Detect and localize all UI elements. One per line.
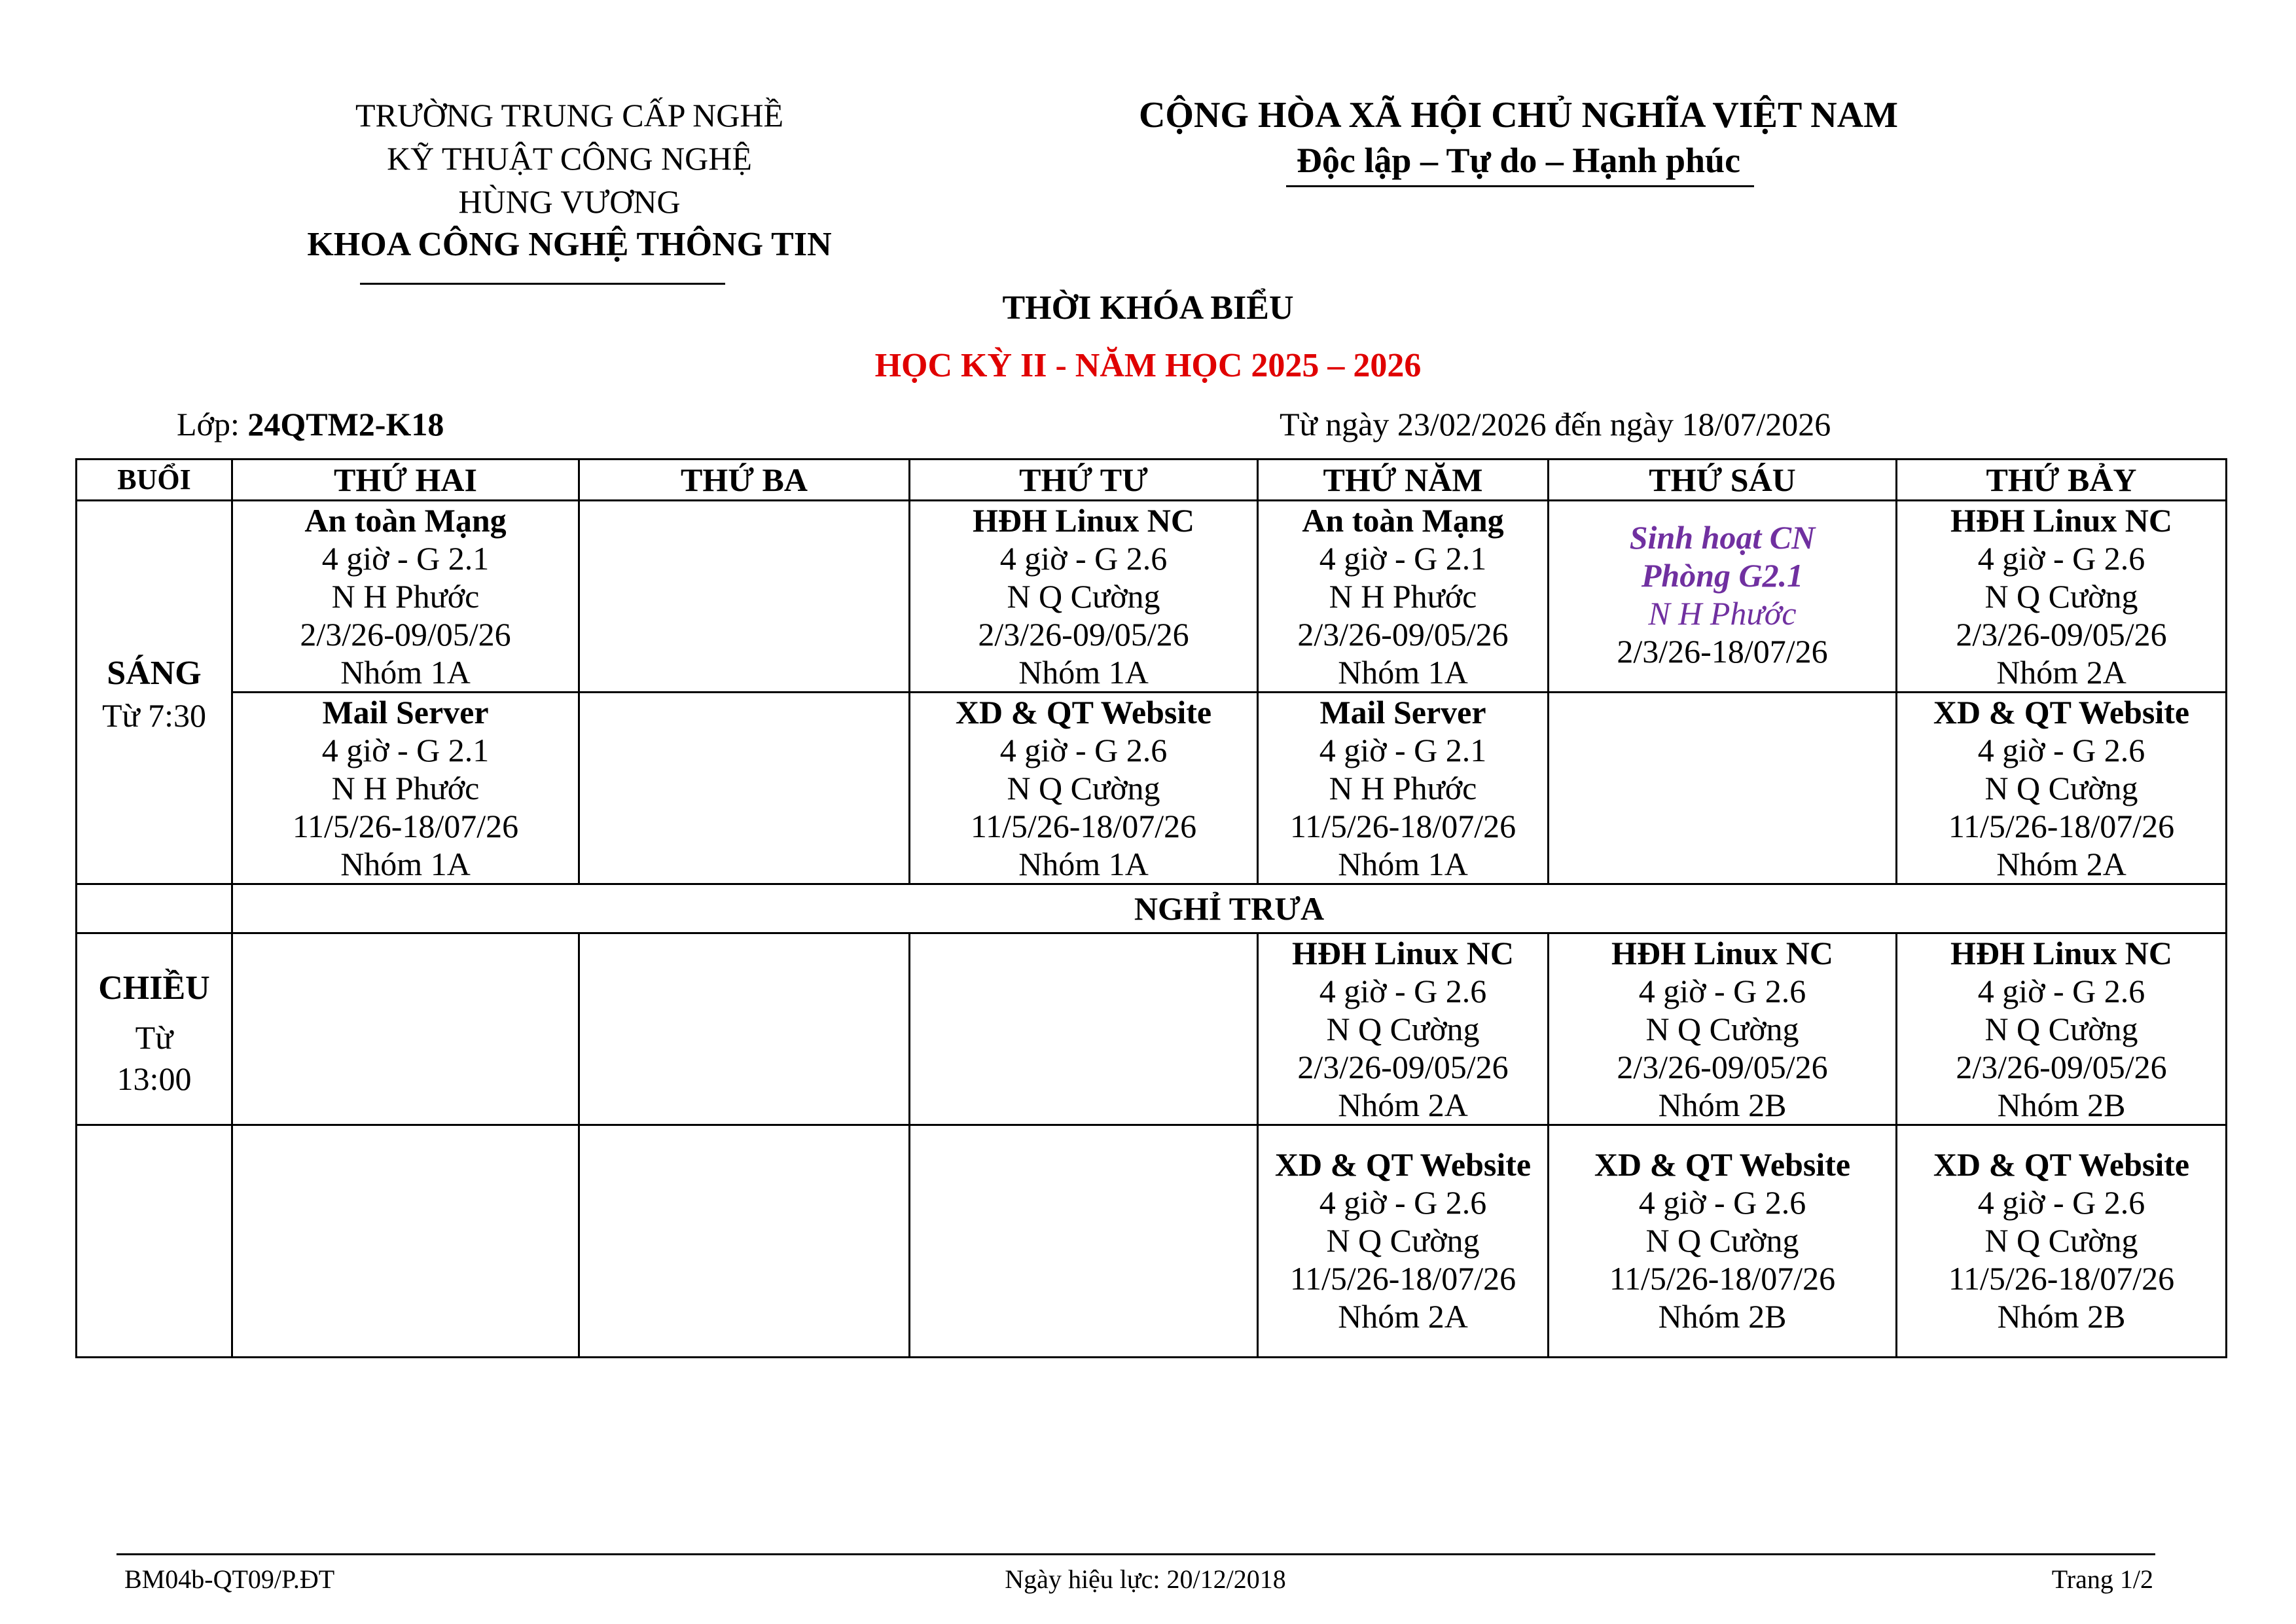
country-name: CỘNG HÒA XÃ HỘI CHỦ NGHĨA VIỆT NAM (1138, 95, 1899, 135)
teacher: N Q Cường (1984, 1222, 2138, 1259)
national-motto: Độc lập – Tự do – Hạnh phúc (1296, 141, 1741, 180)
course-name: HĐH Linux NC (1292, 935, 1514, 971)
lunch-break-label: NGHỈ TRƯA (232, 884, 2227, 933)
teacher: N Q Cường (1984, 1011, 2138, 1047)
slot-wednesday-afternoon-2 (910, 1125, 1258, 1358)
group: Nhóm 1A (340, 846, 471, 882)
date-range: 11/5/26-18/07/26 (1948, 1260, 2175, 1297)
header-saturday: THỨ BẢY (1897, 460, 2227, 501)
afternoon-row-1 (77, 933, 2227, 1125)
slot-monday-afternoon-2 (232, 1125, 579, 1358)
morning-row-1 (77, 501, 2227, 693)
date-range: 2/3/26-09/05/26 (978, 616, 1189, 653)
course-name: HĐH Linux NC (973, 502, 1194, 539)
group: Nhóm 1A (1018, 846, 1149, 882)
date-range: 11/5/26-18/07/26 (970, 808, 1197, 844)
date-range: 2/3/26-09/05/26 (1956, 616, 2167, 653)
school-name-line1: TRƯỜNG TRUNG CẤP NGHỀ (355, 97, 784, 134)
hours-room: 4 giờ - G 2.6 (1977, 1184, 2145, 1221)
hours-room: 4 giờ - G 2.1 (1319, 540, 1487, 577)
course-name: HĐH Linux NC (1950, 935, 2172, 971)
hours-room: 4 giờ - G 2.1 (1319, 732, 1487, 768)
slot-friday-afternoon-1 (1549, 933, 1897, 1125)
hours-room: 4 giờ - G 2.6 (1977, 732, 2145, 768)
course-name: Sinh hoạt CN (1629, 519, 1816, 556)
group: Nhóm 2A (1338, 1298, 1468, 1335)
slot-saturday-morning-1 (1897, 501, 2227, 693)
date-range: Từ ngày 23/02/2026 đến ngày 18/07/2026 (1280, 406, 1831, 442)
header-friday: THỨ SÁU (1549, 460, 1897, 501)
slot-friday-afternoon-2 (1549, 1125, 1897, 1358)
class-label: Lớp: (177, 406, 248, 442)
course-name: Mail Server (1319, 694, 1486, 731)
session-morning-time: Từ 7:30 (101, 696, 207, 734)
slot-friday-morning-2 (1549, 693, 1897, 884)
teacher: N Q Cường (1984, 770, 2138, 806)
teacher: N Q Cường (1645, 1222, 1799, 1259)
course-name: Mail Server (322, 694, 489, 731)
session-afternoon-time-2: 13:00 (117, 1060, 192, 1097)
hours-room: 4 giờ - G 2.6 (1977, 973, 2145, 1009)
date-range: 11/5/26-18/07/26 (1609, 1260, 1836, 1297)
group: Nhóm 2A (1338, 1087, 1468, 1123)
course-name: HĐH Linux NC (1950, 502, 2172, 539)
date-range: 11/5/26-18/07/26 (1948, 808, 2175, 844)
group: Nhóm 1A (1338, 654, 1468, 691)
course-name: XD & QT Website (1933, 1146, 2190, 1183)
hours-room: 4 giờ - G 2.1 (321, 732, 490, 768)
footer-page-number: Trang 1/2 (2051, 1564, 2153, 1594)
slot-thursday-afternoon-1 (1258, 933, 1549, 1125)
slot-wednesday-morning-1 (910, 501, 1258, 693)
session-afternoon-2 (77, 1125, 232, 1358)
slot-thursday-morning-2 (1258, 693, 1549, 884)
date-range: 11/5/26-18/07/26 (1289, 1260, 1516, 1297)
session-afternoon-time-1: Từ (135, 1019, 173, 1056)
school-name-line3: HÙNG VƯƠNG (458, 183, 681, 220)
session-morning-label: SÁNG (107, 654, 202, 692)
group: Nhóm 2B (1658, 1087, 1787, 1123)
session-afternoon (77, 933, 232, 1125)
date-range: 2/3/26-09/05/26 (1956, 1049, 2167, 1085)
teacher: N Q Cường (1326, 1222, 1480, 1259)
header-row (77, 460, 2227, 501)
hours-room: 4 giờ - G 2.6 (1319, 973, 1487, 1009)
group: Nhóm 1A (340, 654, 471, 691)
header-wednesday: THỨ TƯ (910, 460, 1258, 501)
room: Phòng G2.1 (1641, 557, 1804, 594)
slot-wednesday-afternoon-1 (910, 933, 1258, 1125)
session-morning (77, 501, 232, 884)
slot-thursday-afternoon-2 (1258, 1125, 1549, 1358)
slot-thursday-morning-1 (1258, 501, 1549, 693)
course-name: XD & QT Website (955, 694, 1212, 731)
afternoon-row-2 (77, 1125, 2227, 1358)
header-session: BUỔI (77, 460, 232, 501)
faculty-name: KHOA CÔNG NGHỆ THÔNG TIN (307, 226, 832, 263)
date-range: 2/3/26-18/07/26 (1617, 633, 1828, 670)
date-range: 11/5/26-18/07/26 (292, 808, 519, 844)
header-monday: THỨ HAI (232, 460, 579, 501)
slot-tuesday-morning-2 (579, 693, 910, 884)
header-tuesday: THỨ BA (579, 460, 910, 501)
date-range: 2/3/26-09/05/26 (1297, 1049, 1509, 1085)
hours-room: 4 giờ - G 2.6 (1638, 973, 1806, 1009)
group: Nhóm 1A (1018, 654, 1149, 691)
hours-room: 4 giờ - G 2.6 (1977, 540, 2145, 577)
teacher: N Q Cường (1984, 578, 2138, 615)
group: Nhóm 2B (1997, 1087, 2126, 1123)
slot-tuesday-afternoon-1 (579, 933, 910, 1125)
homeroom-block (1549, 518, 1895, 632)
session-afternoon-label: CHIỀU (98, 969, 210, 1007)
semester-subtitle: HỌC KỲ II - NĂM HỌC 2025 – 2026 (874, 347, 1422, 384)
date-range: 2/3/26-09/05/26 (1297, 616, 1509, 653)
group: Nhóm 2B (1658, 1298, 1787, 1335)
hours-room: 4 giờ - G 2.6 (1638, 1184, 1806, 1221)
course-name: XD & QT Website (1933, 694, 2190, 731)
teacher: N Q Cường (1007, 770, 1160, 806)
slot-monday-afternoon-1 (232, 933, 579, 1125)
teacher: N H Phước (1329, 578, 1477, 615)
class-value: 24QTM2-K18 (247, 406, 444, 442)
right-header-underline (1286, 185, 1754, 187)
date-range: 11/5/26-18/07/26 (1289, 808, 1516, 844)
teacher: N Q Cường (1326, 1011, 1480, 1047)
page-title: THỜI KHÓA BIỂU (1002, 289, 1294, 327)
slot-friday-morning-1 (1549, 501, 1897, 693)
slot-saturday-afternoon-1 (1897, 933, 2227, 1125)
teacher: N H Phước (1648, 595, 1797, 632)
slot-monday-morning-1 (232, 501, 579, 693)
course-name: An toàn Mạng (1302, 502, 1504, 539)
slot-monday-morning-2 (232, 693, 579, 884)
slot-wednesday-morning-2 (910, 693, 1258, 884)
teacher: N Q Cường (1645, 1011, 1799, 1047)
course-name: HĐH Linux NC (1611, 935, 1833, 971)
footer-effective-date: Ngày hiệu lực: 20/12/2018 (1005, 1564, 1286, 1594)
course-name: XD & QT Website (1594, 1146, 1851, 1183)
teacher: N H Phước (1329, 770, 1477, 806)
date-range: 2/3/26-09/05/26 (1617, 1049, 1828, 1085)
group: Nhóm 2B (1997, 1298, 2126, 1335)
hours-room: 4 giờ - G 2.6 (999, 732, 1168, 768)
morning-row-2 (77, 693, 2227, 884)
lunch-break-session-cell (77, 884, 232, 933)
hours-room: 4 giờ - G 2.6 (1319, 1184, 1487, 1221)
group: Nhóm 1A (1338, 846, 1468, 882)
class-info (177, 403, 444, 446)
teacher: N Q Cường (1007, 578, 1160, 615)
school-name-line2: KỸ THUẬT CÔNG NGHỆ (387, 140, 752, 177)
footer-rule (117, 1553, 2155, 1555)
lunch-break-row (77, 884, 2227, 933)
slot-tuesday-morning-1 (579, 501, 910, 693)
header-thursday: THỨ NĂM (1258, 460, 1549, 501)
hours-room: 4 giờ - G 2.1 (321, 540, 490, 577)
teacher: N H Phước (331, 578, 480, 615)
left-header-underline (360, 283, 725, 285)
group: Nhóm 2A (1996, 654, 2126, 691)
hours-room: 4 giờ - G 2.6 (999, 540, 1168, 577)
group: Nhóm 2A (1996, 846, 2126, 882)
course-name: XD & QT Website (1274, 1146, 1532, 1183)
course-name: An toàn Mạng (304, 502, 507, 539)
teacher: N H Phước (331, 770, 480, 806)
footer-form-code: BM04b-QT09/P.ĐT (124, 1564, 335, 1594)
timetable (75, 458, 2227, 1358)
slot-tuesday-afternoon-2 (579, 1125, 910, 1358)
slot-saturday-afternoon-2 (1897, 1125, 2227, 1358)
date-range: 2/3/26-09/05/26 (300, 616, 511, 653)
slot-saturday-morning-2 (1897, 693, 2227, 884)
